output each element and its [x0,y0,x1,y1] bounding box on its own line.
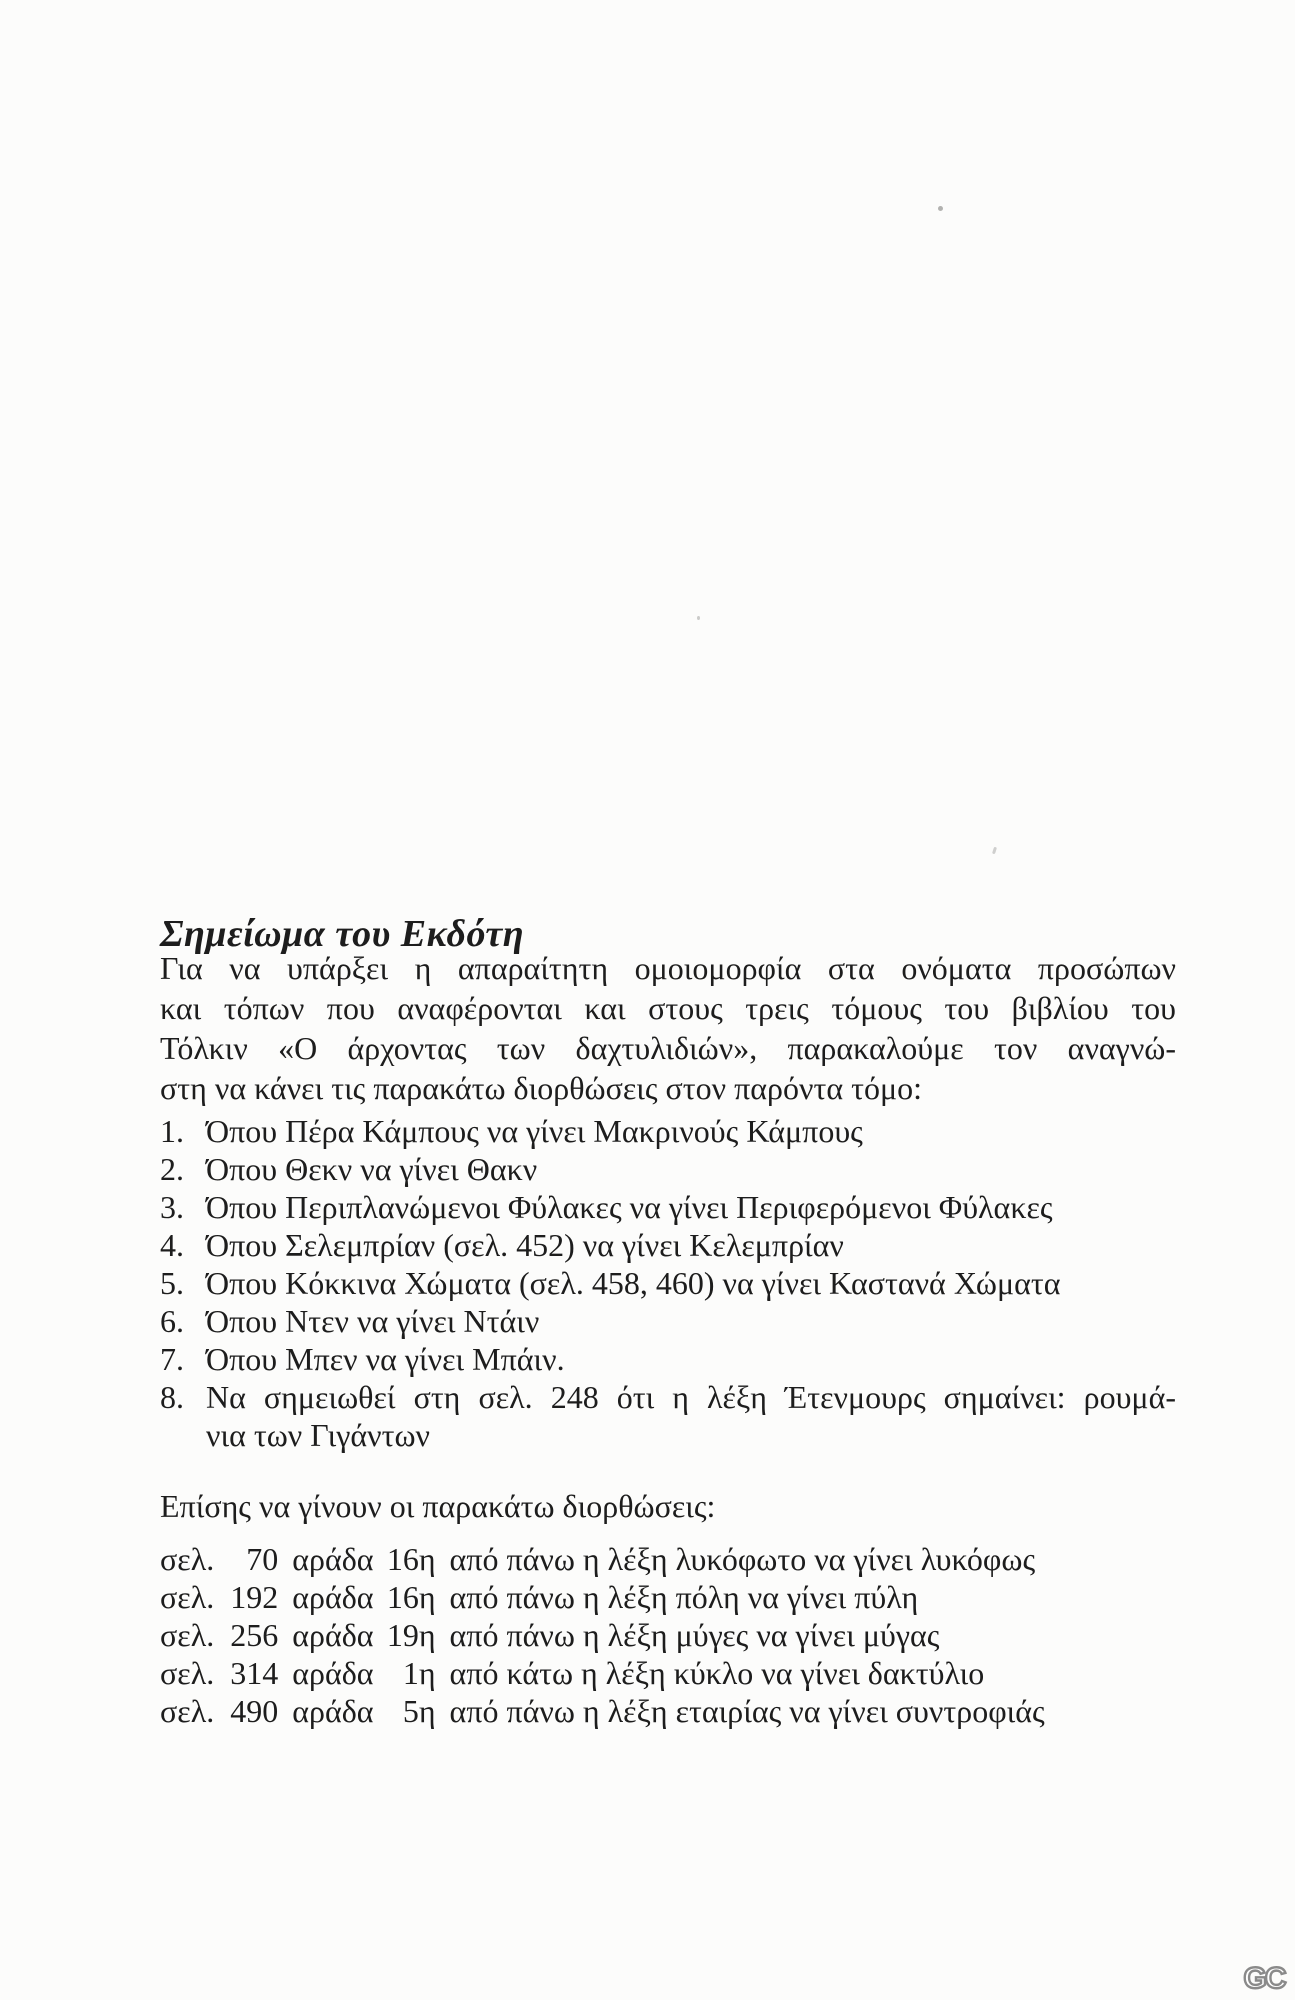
publisher-logo [1236,1958,1292,1998]
correction-text: από κάτω η λέξη κύκλο να γίνει δακτύλιο [449,1655,985,1691]
page-label: σελ. [160,1617,215,1653]
correction-text: από πάνω η λέξη μύγες να γίνει μύγας [449,1617,940,1653]
page-number: 490 [230,1693,279,1729]
line-number: 19η [386,1617,436,1653]
intro-line: στη να κάνει τις παρακάτω διορθώσεις στον παρόντα τόμο: [160,1070,923,1106]
list-item-wrapped-line: νια των Γιγάντων [206,1417,430,1453]
list-item-number: 3. [160,1189,184,1225]
correction-row [160,1692,1210,1730]
intro-line: Για να υπάρξει η απαραίτητη ομοιομορφία στα ονόματα προσώπων [160,950,1176,986]
list-item-number: 5. [160,1265,184,1301]
correction-row [160,1616,1210,1654]
list-item-number: 2. [160,1151,184,1187]
page-label: σελ. [160,1541,215,1577]
line-label: αράδα [292,1579,374,1615]
scan-speck [992,847,997,855]
page-number: 256 [230,1617,279,1653]
list-item-text: Όπου Θεκν να γίνει Θακν [206,1151,538,1187]
correction-text: από πάνω η λέξη εταιρίας να γίνει συντροφιάς [449,1693,1045,1729]
line-label: αράδα [292,1617,374,1653]
line-number: 16η [386,1541,436,1577]
line-label: αράδα [292,1541,374,1577]
page-number: 192 [230,1579,279,1615]
list-item [160,1302,1176,1340]
line-number: 16η [386,1579,436,1615]
correction-row [160,1578,1210,1616]
intro-paragraph [160,948,1176,1108]
page-number: 314 [230,1655,279,1691]
list-item-text: Όπου Ντεν να γίνει Ντάιν [206,1303,540,1339]
intro-line: Τόλκιν «Ο άρχοντας των δαχτυλιδιών», παρακαλούμε τον αναγνώ- [160,1030,1176,1066]
scan-speck [697,616,700,620]
list-item-text: Όπου Πέρα Κάμπους να γίνει Μακρινούς Κάμπους [206,1113,863,1149]
publisher-logo-text: GC [1243,1962,1285,1995]
list-item [160,1340,1176,1378]
also-corrections-heading: Επίσης να γίνουν οι παρακάτω διορθώσεις: [160,1488,716,1524]
line-label: αράδα [292,1693,374,1729]
scan-speck [938,206,943,211]
list-item [160,1378,1176,1416]
page-title: Σημείωμα του Εκδότη [160,913,525,956]
list-item [160,1188,1176,1226]
correction-row [160,1654,1210,1692]
correction-text: από πάνω η λέξη πόλη να γίνει πύλη [449,1579,919,1615]
list-item [160,1112,1176,1150]
line-label: αράδα [292,1655,374,1691]
page-label: σελ. [160,1693,215,1729]
page-corrections-list [160,1540,1210,1730]
list-item [160,1264,1176,1302]
list-item-number: 6. [160,1303,184,1339]
list-item-text: Όπου Μπεν να γίνει Μπάιν. [206,1341,565,1377]
list-item [160,1226,1176,1264]
numbered-corrections-list [160,1112,1176,1454]
list-item-text: Να σημειωθεί στη σελ. 248 ότι η λέξη Έτενμουρς σημαίνει: ρουμά- [206,1379,1176,1415]
page-label: σελ. [160,1655,215,1691]
correction-text: από πάνω η λέξη λυκόφωτο να γίνει λυκόφως [449,1541,1036,1577]
list-item-text: Όπου Σελεμπρίαν (σελ. 452) να γίνει Κελεμπρίαν [206,1227,844,1263]
page-label: σελ. [160,1579,215,1615]
line-number: 5η [402,1693,436,1729]
list-item-text: Όπου Περιπλανώμενοι Φύλακες να γίνει Περιφερόμενοι Φύλακες [206,1189,1053,1225]
line-number: 1η [402,1655,436,1691]
list-item-number: 4. [160,1227,184,1263]
list-item-number: 7. [160,1341,184,1377]
list-item-number: 1. [160,1113,184,1149]
page-number: 70 [246,1541,279,1577]
correction-row [160,1540,1210,1578]
list-item-text: Όπου Κόκκινα Χώματα (σελ. 458, 460) να γίνει Καστανά Χώματα [206,1265,1061,1301]
list-item [160,1150,1176,1188]
intro-line: και τόπων που αναφέρονται και στους τρεις τόμους του βιβλίου του [160,990,1176,1026]
list-item-number: 8. [160,1379,184,1415]
